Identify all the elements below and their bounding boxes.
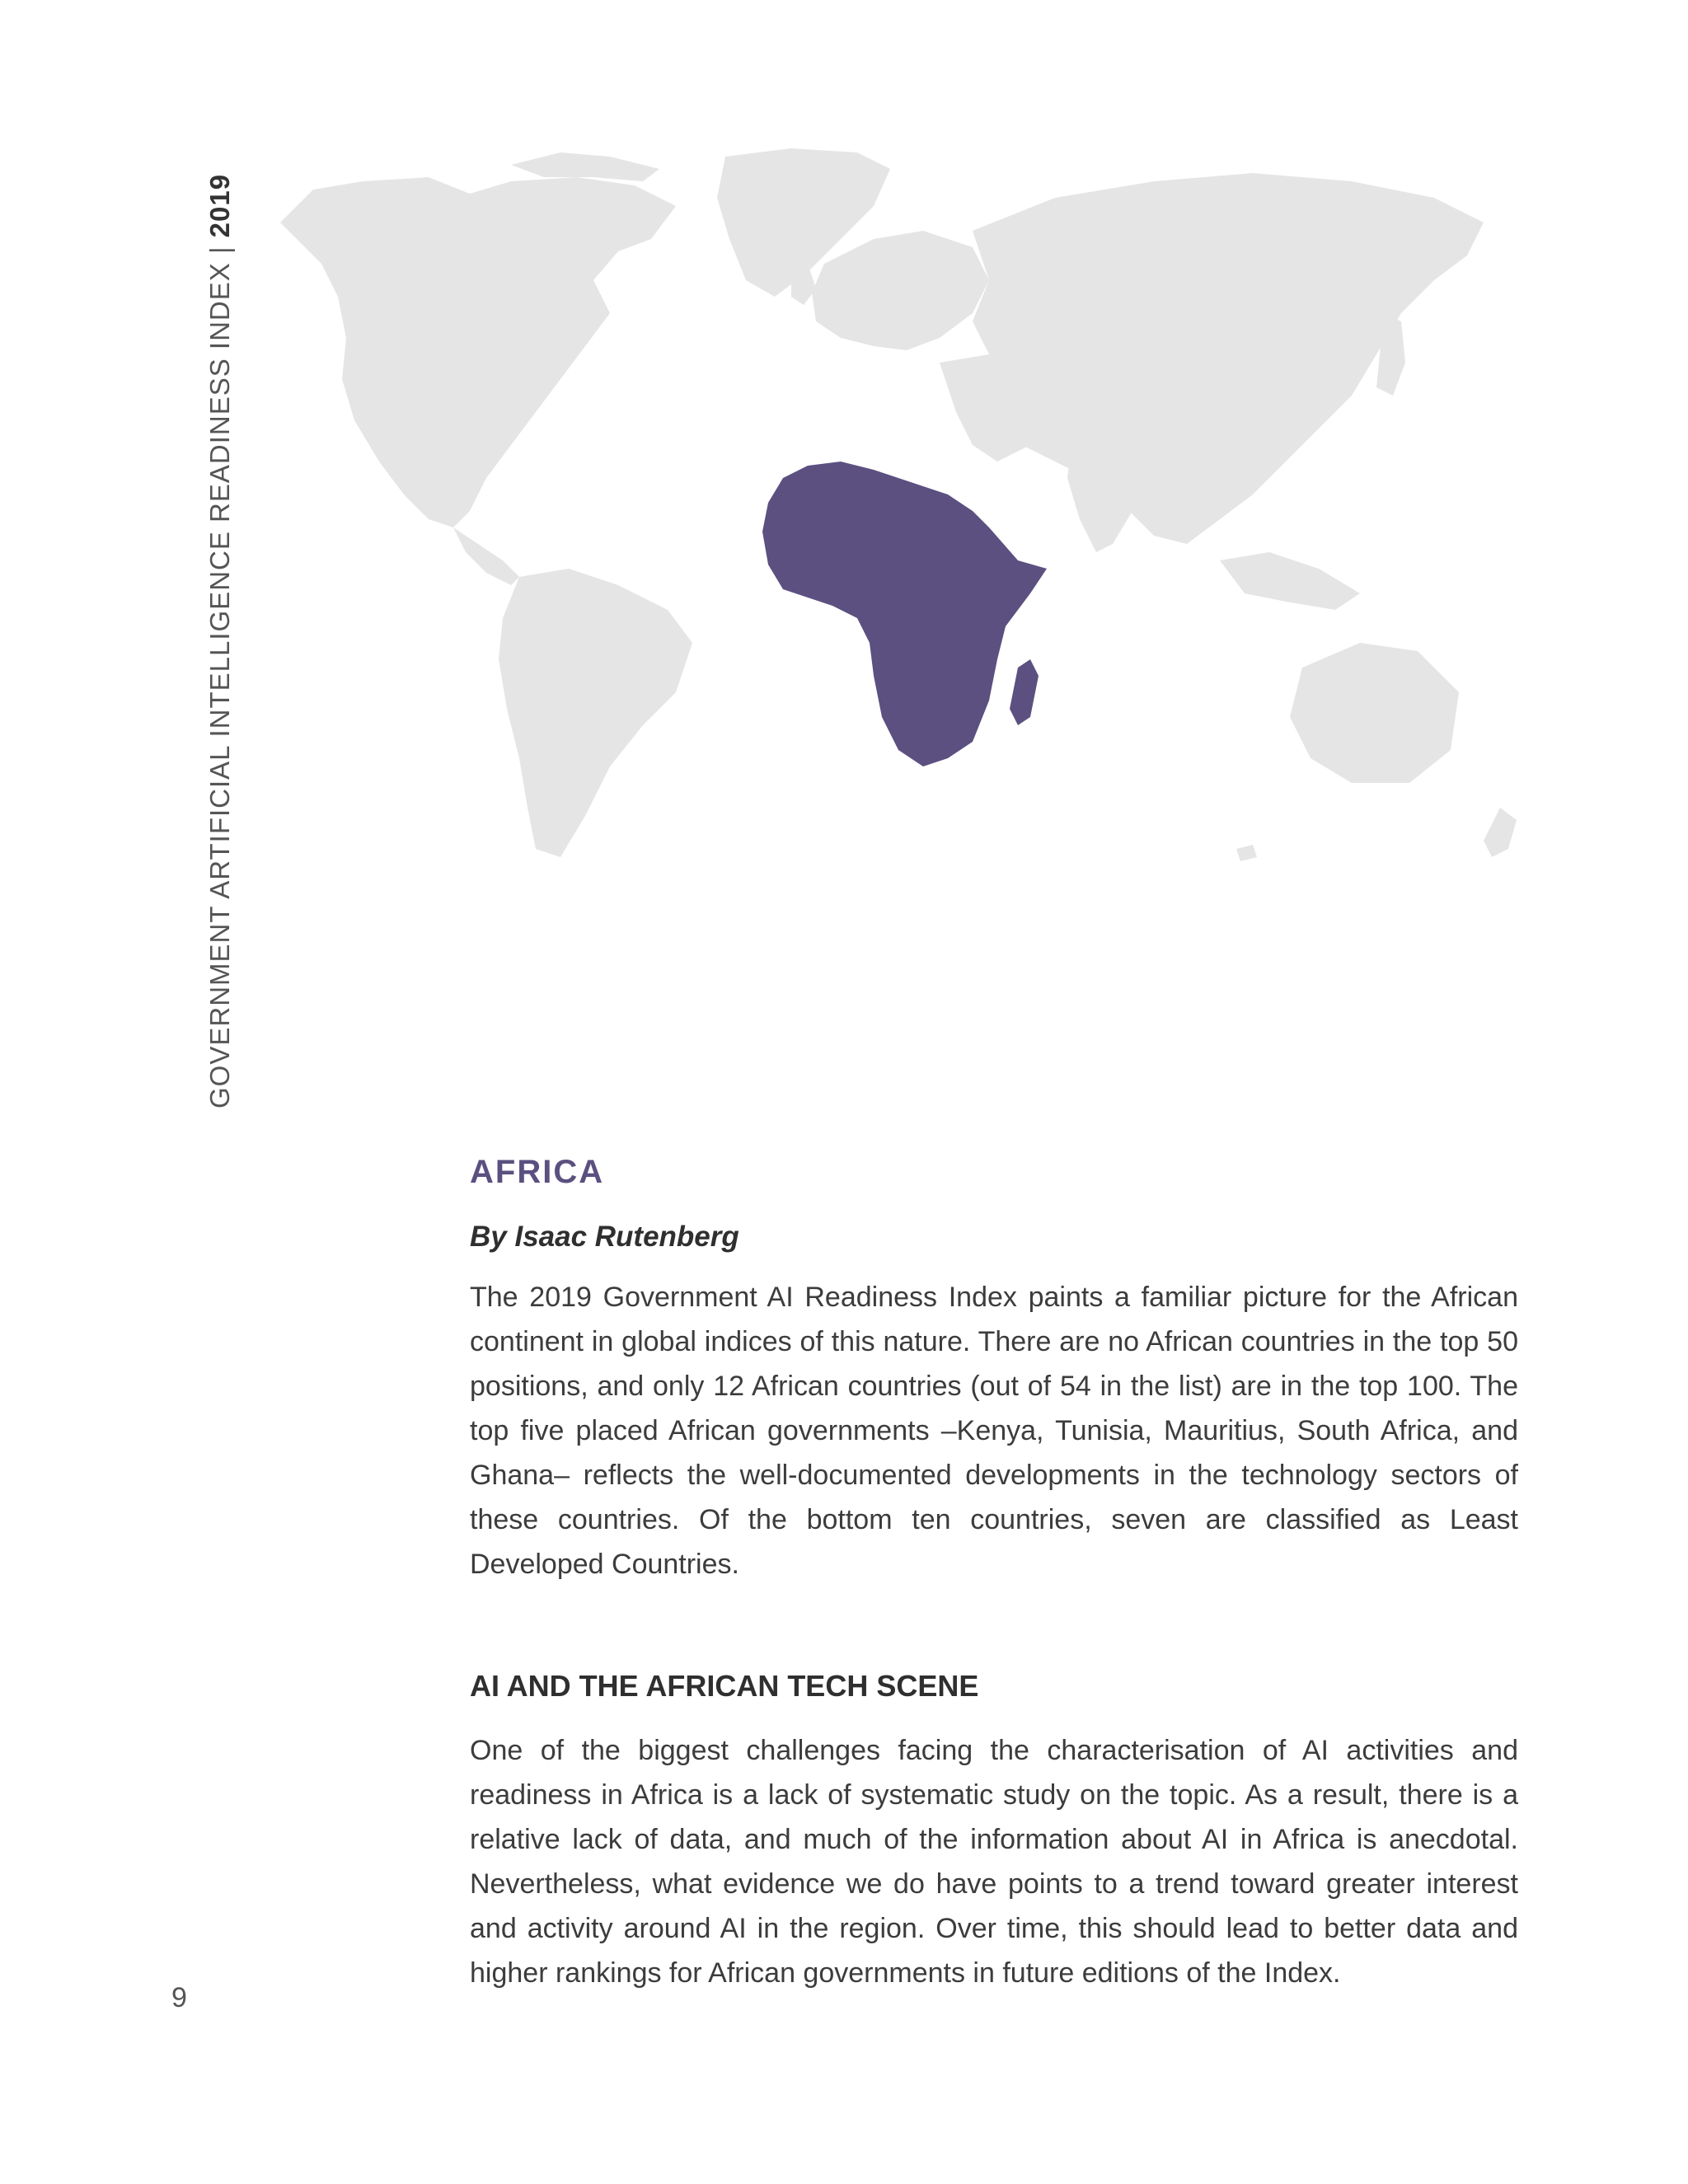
map-africa	[762, 462, 1047, 766]
map-arctic-islands	[511, 152, 659, 181]
running-header	[204, 174, 236, 1108]
map-antarctic-tip	[1236, 845, 1257, 861]
map-north-america	[280, 177, 676, 527]
world-map	[264, 132, 1533, 907]
map-south-america	[499, 569, 692, 857]
map-southeast-asia	[1220, 552, 1360, 610]
map-new-zealand	[1484, 808, 1517, 857]
running-header-year: 2019	[204, 173, 235, 238]
page-number: 9	[171, 1982, 187, 2013]
map-central-america	[453, 527, 519, 585]
map-asia	[973, 173, 1484, 544]
map-madagascar	[1010, 659, 1039, 725]
paragraph-intro: The 2019 Government AI Readiness Index paints a familiar picture for the African continent in global indices of this nature. There are no African countries in the top 50 positions, and only 12 African countries (out of 54 in the list) are in the top 100. The top five placed African governments –Kenya, Tunisia, Mauritius, South Africa, and Ghana– reflects the well-documented developments in the technology sectors of these countries. Of the bottom ten countries, seven are classified as Least Developed Countries.	[470, 1282, 1518, 1580]
paragraph-tech-scene: One of the biggest challenges facing the characterisation of AI activities and readiness in Africa is a lack of systematic study on the topic. As a result, there is a relative lack of data, and much of the information about AI in Africa is anecdotal. Nevertheless, what evidence we do have points to a trend toward greater interest and activity around AI in the region. Over time, this should lead to better data and higher rankings for African governments in future editions of the Index.	[470, 1735, 1518, 1989]
byline: By Isaac Rutenberg	[470, 1221, 739, 1253]
running-header-title: GOVERNMENT ARTIFICIAL INTELLIGENCE READINESS INDEX |	[204, 246, 235, 1108]
map-europe	[812, 231, 989, 350]
section-title: AFRICA	[470, 1154, 605, 1190]
article	[470, 1154, 1518, 1995]
subsection-title: AI AND THE AFRICAN TECH SCENE	[470, 1669, 979, 1703]
map-india	[1067, 429, 1146, 552]
map-australia	[1290, 643, 1459, 783]
